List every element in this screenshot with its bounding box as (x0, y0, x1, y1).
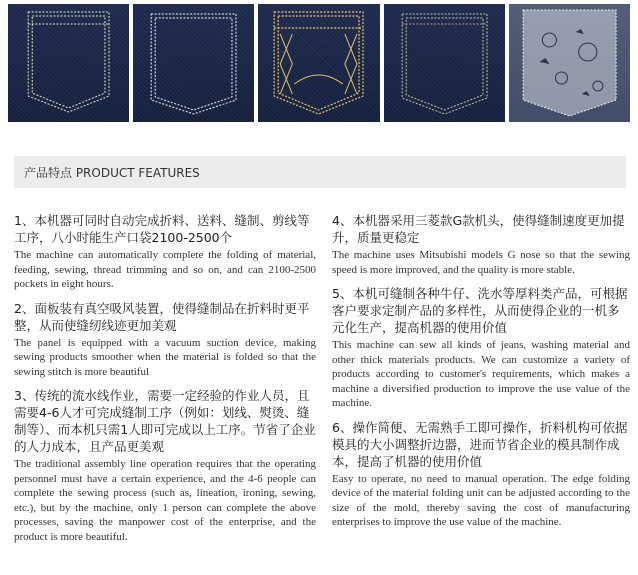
pocket-photo-3 (258, 4, 379, 122)
feature-6-zh: 6、操作简便、无需熟手工即可操作，折料机构可依据模具的大小调整折边器，进而节省企业的模具制作成本，提高了机器的使用价值 (332, 419, 628, 469)
feature-2-zh: 2、面板装有真空吸风装置，使得缝制品在折料时更平整，从而使缝纫线迹更加美观 (14, 300, 310, 333)
features-left-column (14, 212, 316, 552)
feature-4 (332, 212, 630, 277)
feature-5-en: This machine can sew all kinds of jeans, washing material and other thick materials products. We can customize a variety of products according to customer's requirements, which makes a machine a diversified production to improve the use value of the machine. (332, 339, 630, 409)
pocket-photo-5 (509, 4, 630, 122)
feature-6 (332, 419, 630, 530)
feature-1-en: The machine can automatically complete the folding of material, feeding, sewing, thread trimming and so on, and can 2100-2500 pockets in eight hours. (14, 249, 316, 290)
feature-3 (14, 387, 316, 544)
feature-2 (14, 300, 316, 380)
feature-5-zh: 5、本机可缝制各种牛仔、洗水等厚料类产品，可根据客户要求定制产品的多样性，从而使得企业的一机多元化生产，提高机器的使用价值 (332, 286, 628, 335)
feature-1 (14, 212, 316, 292)
pocket-photo-1 (8, 4, 129, 122)
feature-3-en: The traditional assembly line operation requires that the operating personnel must have a certain experience, and the 4-6 people can complete the sewing process (such as, lineation, ironing, sewing, etc.), but by the machine, only 1 person can complete the above processes, saving the manpower cost of the enterprise, and the product is more beautiful. (14, 458, 316, 543)
feature-4-en: The machine uses Mitsubishi models G nose so that the sewing speed is more improved, and the quality is more stable. (332, 249, 630, 276)
pocket-photo-4 (384, 4, 505, 122)
section-header (14, 156, 626, 188)
pocket-gallery (8, 4, 630, 122)
pocket-illustration-2 (133, 4, 254, 122)
feature-1-zh: 1、本机器可同时自动完成折料、送料、缝制、剪线等工序，八小时能生产口袋2100-2500个 (14, 213, 310, 245)
section-title: 产品特点 PRODUCT FEATURES (24, 165, 200, 180)
feature-3-zh: 3、传统的流水线作业，需要一定经验的作业人员，且需要4-6人才可完成缝制工序（例如：划线、熨烫、缝制等）、而本机只需1人即可完成以上工序。节省了企业的人力成本，且产品更美观 (14, 388, 316, 454)
pocket-illustration-4 (384, 4, 505, 122)
pocket-illustration-1 (8, 4, 129, 122)
pocket-illustration-3 (258, 4, 379, 122)
pocket-photo-2 (133, 4, 254, 122)
feature-5 (332, 285, 630, 411)
feature-4-zh: 4、本机器采用三菱款G款机头，使得缝制速度更加提升，质量更稳定 (332, 213, 625, 245)
feature-6-en: Easy to operate, no need to manual operation. The edge folding device of the material folding unit can be adjusted according to the size of the mold, thereby saving the cost of manufacturing enterprises to improve the use value of the machine. (332, 472, 630, 528)
feature-2-en: The panel is equipped with a vacuum suction device, making sewing products smoother when the material is folded so that the sewing stitch is more beautiful (14, 336, 316, 378)
pocket-illustration-5 (509, 4, 630, 122)
features-right-column (332, 212, 630, 538)
